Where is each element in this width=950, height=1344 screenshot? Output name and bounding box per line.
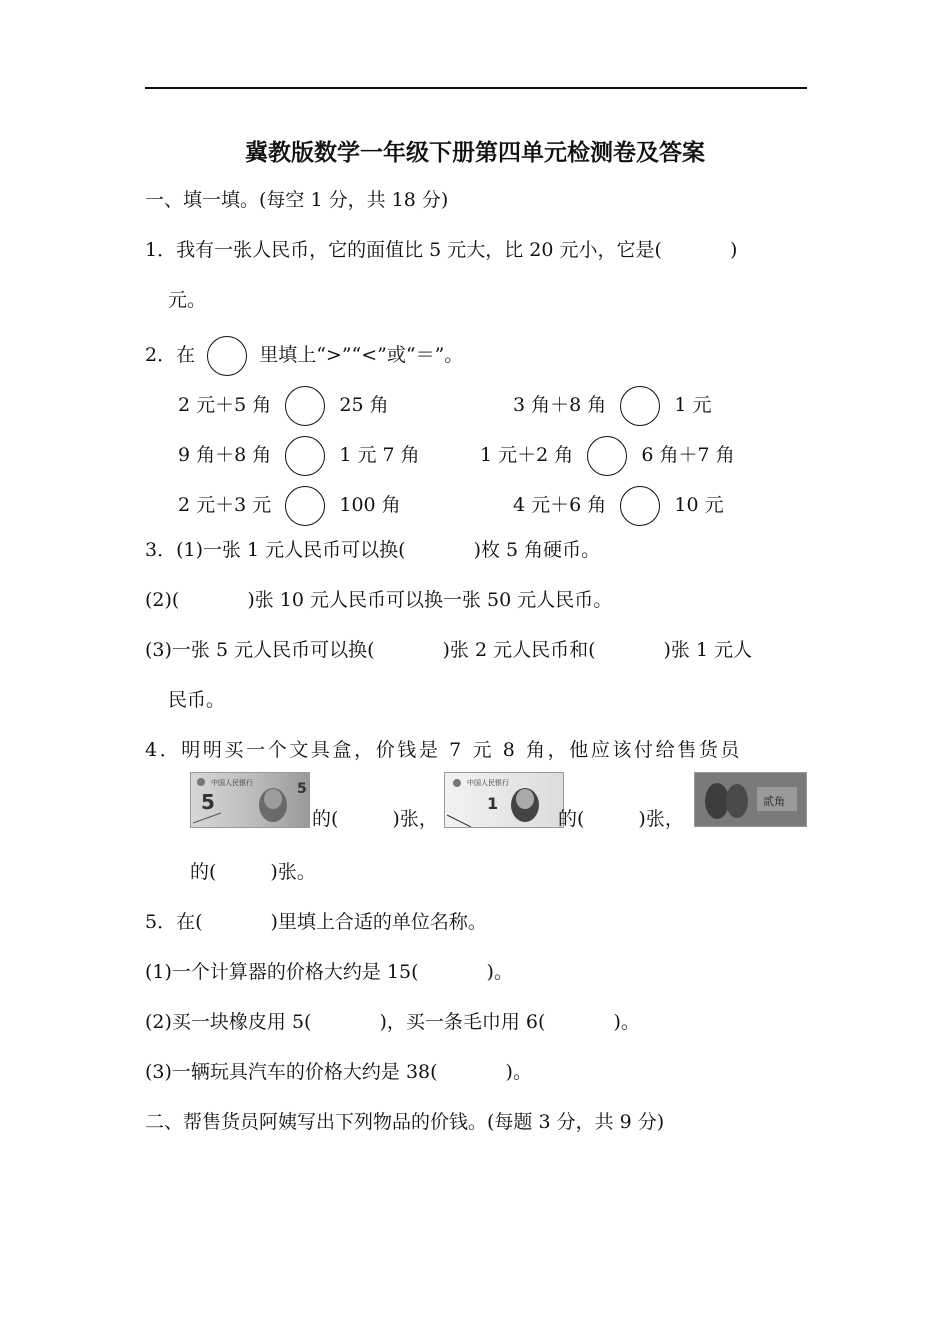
q5-text: )里填上合适的单位名称。 — [270, 911, 487, 933]
q4-text: 的( — [312, 808, 339, 830]
question-1 — [145, 236, 737, 264]
q4-text: 的( — [190, 861, 217, 883]
compare-expr: 4 元＋6 角 — [513, 494, 607, 516]
q2-instruction: 里填上“>”“<”或“＝”。 — [259, 344, 464, 366]
header-rule — [145, 87, 807, 89]
q4-text: )张。 — [270, 861, 316, 883]
compare-circle[interactable] — [285, 486, 325, 526]
compare-circle[interactable] — [285, 386, 325, 426]
compare-row-3-right — [513, 486, 724, 526]
q3-text: 3．(1)一张 1 元人民币可以换( — [145, 539, 406, 561]
banknote-graphic — [191, 773, 310, 828]
compare-expr: 2 元＋3 元 — [178, 494, 272, 516]
note-header: 中国人民银行 — [211, 779, 253, 787]
compare-row-1-right — [513, 386, 712, 426]
question-5-part-2 — [145, 1008, 640, 1036]
compare-circle[interactable] — [620, 386, 660, 426]
section-1-heading: 一、填一填。(每空 1 分，共 18 分) — [145, 189, 449, 211]
two-jiao-note-image — [694, 772, 807, 827]
compare-expr: 100 角 — [339, 494, 401, 516]
compare-circle[interactable] — [620, 486, 660, 526]
note-value: 5 — [201, 790, 215, 814]
q5-text: )，买一条毛巾用 6( — [379, 1011, 546, 1033]
note-value: 1 — [487, 794, 499, 813]
question-3-part-2 — [145, 586, 612, 614]
question-3-part-1 — [145, 536, 600, 564]
compare-row-2-right — [480, 436, 735, 476]
q4-answer-2 — [558, 805, 684, 833]
q2-text: 2．在 — [145, 344, 196, 366]
compare-expr: 9 角＋8 角 — [178, 444, 272, 466]
note-header: 中国人民银行 — [467, 779, 509, 787]
q3-continued: 民币。 — [168, 689, 226, 711]
q1-continued: 元。 — [168, 289, 207, 311]
q4-text: )张， — [638, 808, 684, 830]
one-yuan-note-image — [444, 772, 564, 828]
q5-text: (2)买一块橡皮用 5( — [145, 1011, 312, 1033]
question-5-part-3 — [145, 1058, 532, 1086]
compare-expr: 1 元 7 角 — [339, 444, 420, 466]
compare-expr: 1 元 — [674, 394, 712, 416]
q4-answer-3 — [190, 858, 316, 886]
q5-text: )。 — [486, 961, 513, 983]
q1-text: 1．我有一张人民币，它的面值比 5 元大，比 20 元小，它是( — [145, 239, 662, 261]
q5-text: )。 — [613, 1011, 640, 1033]
q3-text: (2)( — [145, 589, 180, 611]
page-title: 冀教版数学一年级下册第四单元检测卷及答案 — [245, 140, 705, 166]
circle-symbol-icon — [207, 336, 247, 376]
compare-circle[interactable] — [285, 436, 325, 476]
q3-text: )枚 5 角硬币。 — [473, 539, 601, 561]
banknote-graphic — [445, 773, 557, 828]
q5-text: (3)一辆玩具汽车的价格大约是 38( — [145, 1061, 438, 1083]
five-yuan-note-image — [190, 772, 310, 828]
q3-text: )张 10 元人民币可以换一张 50 元人民币。 — [247, 589, 613, 611]
q3-text: )张 1 元人 — [663, 639, 753, 661]
section-2-heading: 二、帮售货员阿姨写出下列物品的价钱。(每题 3 分，共 9 分) — [145, 1111, 665, 1133]
compare-expr: 10 元 — [674, 494, 724, 516]
q4-answer-1 — [312, 805, 438, 833]
compare-expr: 2 元＋5 角 — [178, 394, 272, 416]
banknote-graphic — [695, 773, 807, 827]
q3-text: (3)一张 5 元人民币可以换( — [145, 639, 375, 661]
q4-text: )张， — [392, 808, 438, 830]
compare-expr: 25 角 — [339, 394, 389, 416]
compare-expr: 1 元＋2 角 — [480, 444, 574, 466]
compare-circle[interactable] — [587, 436, 627, 476]
note-value: 贰角 — [763, 795, 785, 808]
q5-text: (1)一个计算器的价格大约是 15( — [145, 961, 419, 983]
q5-text: 5．在( — [145, 911, 203, 933]
compare-row-3-left — [178, 486, 401, 526]
compare-row-2-left — [178, 436, 420, 476]
compare-row-1-left — [178, 386, 389, 426]
note-value-corner: 5 — [297, 781, 307, 797]
q4-text: 的( — [558, 808, 585, 830]
question-2 — [145, 336, 463, 376]
compare-expr: 3 角＋8 角 — [513, 394, 607, 416]
compare-expr: 6 角＋7 角 — [641, 444, 735, 466]
question-4: 4．明明买一个文具盒，价钱是 7 元 8 角，他应该付给售货员 — [145, 739, 743, 761]
q3-text: )张 2 元人民币和( — [442, 639, 596, 661]
q1-close: ) — [729, 239, 738, 261]
question-5 — [145, 908, 487, 936]
question-5-part-1 — [145, 958, 513, 986]
question-3-part-3 — [145, 636, 752, 664]
q5-text: )。 — [505, 1061, 532, 1083]
